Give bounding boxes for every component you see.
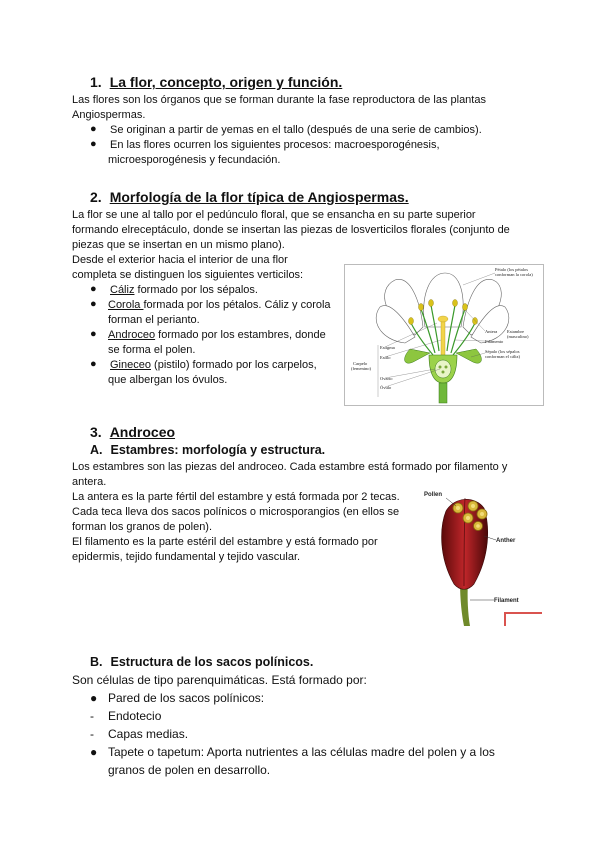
list-item-cont: que albergan los óvulos.	[108, 374, 228, 386]
fig-label: conforman el cáliz)	[485, 354, 520, 359]
list-item	[110, 283, 258, 298]
fig-label: conforman la corola)	[495, 272, 533, 277]
paragraph: piezas que se insertan en un mismo plano).	[72, 239, 285, 251]
fig-label: (femenino)	[351, 366, 371, 371]
fig-label: Estilo	[380, 355, 391, 360]
paragraph: Angiospermas.	[72, 109, 146, 121]
paragraph: La antera es la parte fértil del estambre y está formada por 2 tecas.	[72, 491, 400, 503]
bullet-icon: ●	[90, 691, 98, 705]
bullet-icon: ●	[90, 138, 97, 150]
bullet-icon: ●	[90, 358, 97, 370]
paragraph: forman los granos de polen).	[72, 521, 213, 533]
bullet-icon: ●	[90, 123, 97, 135]
list-item-cont: forman el perianto.	[108, 314, 200, 326]
list-item-cont: granos de polen en desarrollo.	[108, 763, 271, 777]
paragraph: epidermis, tejido fundamental y tejido vascular.	[72, 551, 301, 563]
stamen-diagram	[420, 486, 542, 626]
fig-label: Sépalo (los sépalos	[485, 349, 520, 354]
fig-label: Estigma	[380, 345, 395, 350]
subsection-letter: B.	[90, 655, 103, 669]
paragraph: Son células de tipo parenquimáticas. Está formado por:	[72, 673, 367, 687]
paragraph: Cada teca lleva dos sacos polínicos o microsporangios (en ellos se	[72, 506, 400, 518]
list-item	[110, 358, 317, 373]
flower-illustration	[345, 265, 543, 405]
section-3-heading	[90, 424, 175, 440]
paragraph: El filamento es la parte estéril del estambre y está formado por	[72, 536, 378, 548]
section-title: Androceo	[109, 424, 176, 440]
subsection-a-heading	[90, 443, 325, 457]
term: Cáliz	[110, 284, 135, 296]
subsection-title: Estructura de los sacos polínicos.	[110, 655, 314, 669]
bullet-item-cont: microesporogénesis y fecundación.	[108, 154, 281, 166]
term-desc: (pistilo) formado por los carpelos,	[150, 359, 317, 371]
section-number: 1.	[90, 74, 102, 90]
bullet-item: Se originan a partir de yemas en el tallo (después de una serie de cambios).	[110, 124, 482, 136]
fig-label: Óvulo	[380, 385, 392, 390]
section-number: 3.	[90, 424, 102, 440]
section-title: La flor, concepto, origen y función.	[109, 74, 343, 90]
paragraph: formando elreceptáculo, donde se insertan las piezas de losverticilos florales (conjunto de	[72, 224, 510, 236]
term-desc: formada por los pétalos. Cáliz y corola	[143, 299, 331, 311]
bullet-item: En las flores ocurren los siguientes procesos: macroesporogénesis,	[110, 139, 440, 151]
decorative-corner	[504, 612, 542, 626]
dash-icon: -	[90, 709, 94, 723]
paragraph: Desde el exterior hacia el interior de una flor	[72, 254, 288, 266]
subsection-title: Estambres: morfología y estructura.	[110, 443, 326, 457]
fig-label-filament: Filament	[494, 598, 519, 604]
term-desc: formado por los estambres, donde	[155, 329, 326, 341]
list-item: Capas medias.	[108, 727, 189, 741]
subsection-letter: A.	[90, 443, 103, 457]
bullet-icon: ●	[90, 328, 97, 340]
paragraph: completa se distinguen los siguientes verticilos:	[72, 269, 304, 281]
fig-label-anther: Anther	[496, 538, 516, 544]
flower-diagram	[344, 264, 544, 406]
fig-label: Pétalo (los pétalos	[495, 267, 528, 272]
term: Gineceo	[110, 359, 151, 371]
list-item: Tapete o tapetum: Aporta nutrientes a las células madre del polen y a los	[108, 745, 495, 759]
term: Androceo	[108, 329, 156, 341]
fig-label: Filamento	[485, 339, 504, 344]
fig-label: Ovario	[380, 376, 393, 381]
fig-label: Estambre	[507, 329, 524, 334]
list-item: Pared de los sacos polínicos:	[108, 691, 265, 705]
list-item	[108, 328, 326, 343]
paragraph: La flor se une al tallo por el pedúnculo floral, que se ensancha en su parte superior	[72, 209, 476, 221]
list-item-cont: se forma el polen.	[108, 344, 196, 356]
paragraph: Las flores son los órganos que se forman durante la fase reproductora de las plantas	[72, 94, 486, 106]
fig-label: Carpelo	[353, 361, 368, 366]
list-item: Endotecio	[108, 709, 162, 723]
section-title: Morfología de la flor típica de Angiospermas.	[109, 189, 409, 205]
fig-label: (masculino)	[507, 334, 529, 339]
paragraph: antera.	[72, 476, 107, 488]
subsection-b-heading	[90, 655, 313, 669]
term-desc: formado por los sépalos.	[134, 284, 258, 296]
fig-label: Antera	[485, 329, 498, 334]
section-1-heading	[90, 74, 342, 90]
dash-icon: -	[90, 727, 94, 741]
term: Corola	[108, 299, 144, 311]
paragraph: Los estambres son las piezas del androceo. Cada estambre está formado por filamento y	[72, 461, 508, 473]
list-item	[108, 298, 331, 313]
bullet-icon: ●	[90, 283, 97, 295]
section-2-heading	[90, 189, 409, 205]
fig-label-pollen: Pollen	[424, 492, 443, 498]
bullet-icon: ●	[90, 745, 98, 759]
section-number: 2.	[90, 189, 102, 205]
bullet-icon: ●	[90, 298, 97, 310]
stamen-illustration	[420, 486, 542, 626]
